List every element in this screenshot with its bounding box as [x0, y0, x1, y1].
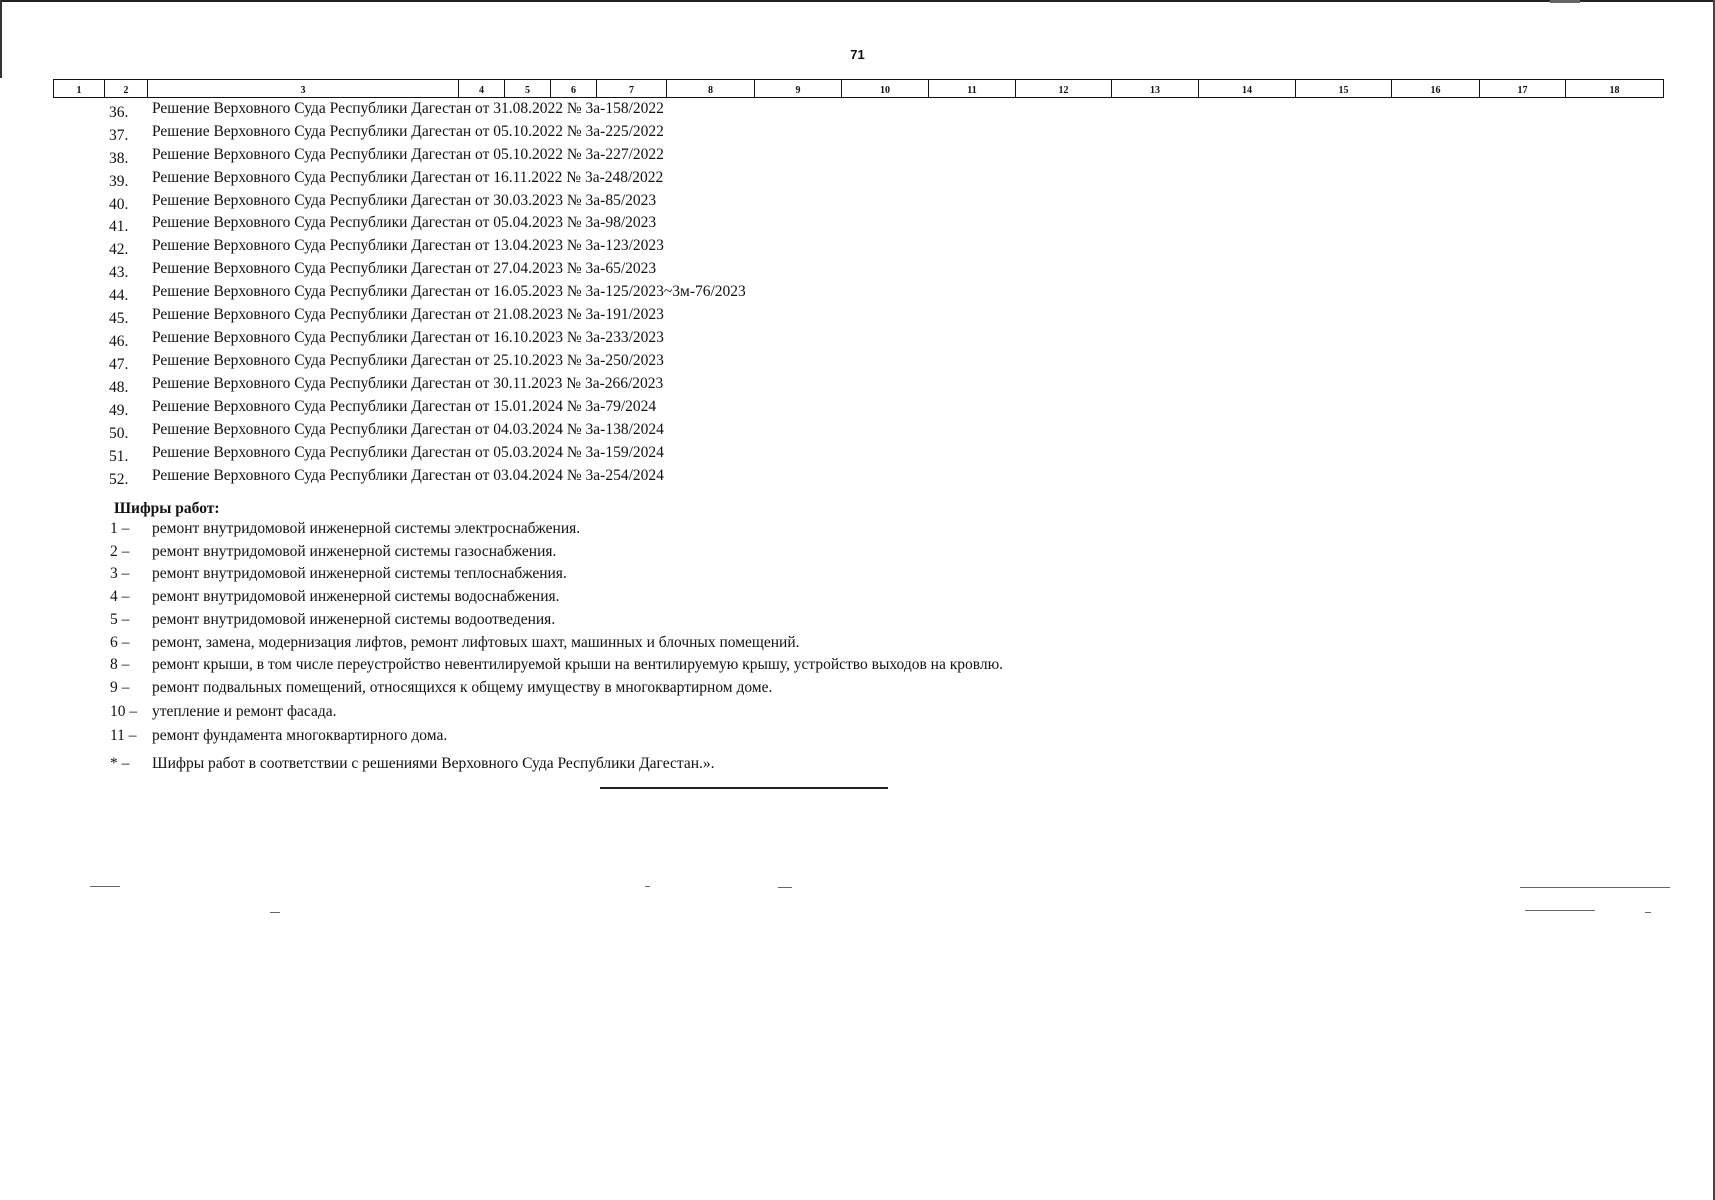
- scan-noise: [1550, 0, 1580, 3]
- header-col-4: 4: [459, 80, 505, 98]
- code-number: 8 –: [110, 656, 130, 673]
- decision-item: [0, 169, 900, 191]
- code-item: [0, 755, 1200, 777]
- decision-number: 48.: [109, 379, 129, 396]
- decision-item: [0, 123, 900, 145]
- scan-noise: [645, 886, 650, 887]
- header-col-5: 5: [505, 80, 551, 98]
- decision-text: Решение Верховного Суда Республики Дагестан от 05.03.2024 № 3а-159/2024: [152, 444, 664, 461]
- header-col-11: 11: [929, 80, 1016, 98]
- header-col-18: 18: [1566, 80, 1664, 98]
- header-col-14: 14: [1199, 80, 1296, 98]
- decision-number: 50.: [109, 425, 129, 442]
- decision-item: [0, 146, 900, 168]
- decision-text: Решение Верховного Суда Республики Дагестан от 13.04.2023 № 3а-123/2023: [152, 237, 664, 254]
- decision-text: Решение Верховного Суда Республики Дагестан от 16.11.2022 № 3а-248/2022: [152, 169, 664, 186]
- decision-text: Решение Верховного Суда Республики Дагестан от 21.08.2023 № 3а-191/2023: [152, 306, 664, 323]
- code-number: 2 –: [110, 543, 130, 560]
- header-col-2: 2: [105, 80, 148, 98]
- header-col-13: 13: [1112, 80, 1199, 98]
- decision-text: Решение Верховного Суда Республики Дагестан от 16.10.2023 № 3а-233/2023: [152, 329, 664, 346]
- decision-text: Решение Верховного Суда Республики Дагестан от 03.04.2024 № 3а-254/2024: [152, 467, 664, 484]
- decision-number: 46.: [109, 333, 129, 350]
- code-text: ремонт подвальных помещений, относящихся к общему имуществу в многоквартирном доме.: [152, 679, 773, 696]
- scan-noise: [90, 886, 120, 887]
- decision-item: [0, 467, 900, 489]
- code-item: [0, 611, 1200, 633]
- decision-text: Решение Верховного Суда Республики Дагестан от 05.10.2022 № 3а-227/2022: [152, 146, 664, 163]
- decision-item: [0, 214, 900, 236]
- decision-text: Решение Верховного Суда Республики Дагестан от 31.08.2022 № 3а-158/2022: [152, 100, 664, 117]
- code-item: [0, 703, 1200, 725]
- decision-item: [0, 237, 900, 259]
- decision-number: 36.: [109, 104, 129, 121]
- decision-number: 42.: [109, 241, 129, 258]
- code-number: 11 –: [110, 727, 137, 744]
- decision-item: [0, 421, 900, 443]
- header-col-12: 12: [1016, 80, 1112, 98]
- code-item: [0, 520, 1200, 542]
- code-item: [0, 679, 1200, 701]
- code-text: ремонт крыши, в том числе переустройство невентилируемой крыши на вентилируемую крышу, устройство выходов на кровлю.: [152, 656, 1004, 673]
- scan-noise: [1520, 887, 1670, 888]
- code-number: 4 –: [110, 588, 130, 605]
- header-row: [54, 80, 1664, 98]
- decision-text: Решение Верховного Суда Республики Дагестан от 15.01.2024 № 3а-79/2024: [152, 398, 657, 415]
- scan-border-left: [0, 0, 2, 78]
- decision-number: 41.: [109, 218, 129, 235]
- decision-number: 39.: [109, 173, 129, 190]
- decision-number: 52.: [109, 471, 129, 488]
- code-text: ремонт внутридомовой инженерной системы водоотведения.: [152, 611, 556, 628]
- decision-item: [0, 375, 900, 397]
- header-col-17: 17: [1480, 80, 1566, 98]
- code-item: [0, 727, 1200, 749]
- scan-border-top: [0, 0, 1715, 2]
- scan-noise: [1645, 912, 1651, 913]
- decision-number: 44.: [109, 287, 129, 304]
- decision-text: Решение Верховного Суда Республики Дагестан от 30.11.2023 № 3а-266/2023: [152, 375, 664, 392]
- code-text: ремонт фундамента многоквартирного дома.: [152, 727, 448, 744]
- code-text: ремонт внутридомовой инженерной системы газоснабжения.: [152, 543, 557, 560]
- decision-number: 43.: [109, 264, 129, 281]
- decision-text: Решение Верховного Суда Республики Дагестан от 16.05.2023 № 3а-125/2023~3м-76/2023: [152, 283, 746, 300]
- code-item: [0, 588, 1200, 610]
- decision-item: [0, 283, 900, 305]
- decision-text: Решение Верховного Суда Республики Дагестан от 04.03.2024 № 3а-138/2024: [152, 421, 664, 438]
- code-number: 1 –: [110, 520, 130, 537]
- code-text: утепление и ремонт фасада.: [152, 703, 337, 720]
- closing-underline: [600, 787, 888, 789]
- decision-number: 51.: [109, 448, 129, 465]
- code-number: 9 –: [110, 679, 130, 696]
- decision-item: [0, 100, 900, 122]
- header-col-16: 16: [1392, 80, 1480, 98]
- decision-number: 38.: [109, 150, 129, 167]
- scan-noise: [778, 887, 792, 888]
- code-item: [0, 634, 1200, 656]
- decision-item: [0, 444, 900, 466]
- code-text: ремонт внутридомовой инженерной системы электроснабжения.: [152, 520, 581, 537]
- header-col-3: 3: [148, 80, 459, 98]
- header-col-7: 7: [597, 80, 667, 98]
- column-number-header: [53, 79, 1664, 98]
- decision-item: [0, 260, 900, 282]
- header-col-10: 10: [842, 80, 929, 98]
- decision-text: Решение Верховного Суда Республики Дагестан от 30.03.2023 № 3а-85/2023: [152, 192, 657, 209]
- code-item: [0, 565, 1200, 587]
- decision-number: 47.: [109, 356, 129, 373]
- decision-item: [0, 352, 900, 374]
- code-text: ремонт внутридомовой инженерной системы водоснабжения.: [152, 588, 560, 605]
- header-col-8: 8: [667, 80, 755, 98]
- decision-number: 45.: [109, 310, 129, 327]
- code-number: 6 –: [110, 634, 130, 651]
- decision-item: [0, 398, 900, 420]
- code-number: 5 –: [110, 611, 130, 628]
- code-item: [0, 656, 1200, 678]
- code-item: [0, 543, 1200, 565]
- header-col-15: 15: [1296, 80, 1392, 98]
- code-text: Шифры работ в соответствии с решениями Верховного Суда Республики Дагестан.».: [152, 755, 715, 772]
- decision-text: Решение Верховного Суда Республики Дагестан от 05.10.2022 № 3а-225/2022: [152, 123, 664, 140]
- header-col-1: 1: [54, 80, 105, 98]
- decision-text: Решение Верховного Суда Республики Дагестан от 27.04.2023 № 3а-65/2023: [152, 260, 657, 277]
- page-number: 71: [850, 47, 865, 62]
- decision-text: Решение Верховного Суда Республики Дагестан от 25.10.2023 № 3а-250/2023: [152, 352, 664, 369]
- scan-noise: [270, 912, 280, 913]
- code-number: 3 –: [110, 565, 130, 582]
- header-col-9: 9: [755, 80, 842, 98]
- code-number: * –: [110, 755, 130, 772]
- code-text: ремонт внутридомовой инженерной системы теплоснабжения.: [152, 565, 567, 582]
- decision-item: [0, 329, 900, 351]
- decision-item: [0, 192, 900, 214]
- decision-text: Решение Верховного Суда Республики Дагестан от 05.04.2023 № 3а-98/2023: [152, 214, 657, 231]
- codes-title: Шифры работ:: [114, 500, 220, 517]
- header-col-6: 6: [551, 80, 597, 98]
- scan-noise: [1525, 910, 1595, 911]
- decision-number: 40.: [109, 196, 129, 213]
- decision-item: [0, 306, 900, 328]
- decision-number: 37.: [109, 127, 129, 144]
- code-number: 10 –: [110, 703, 138, 720]
- decision-number: 49.: [109, 402, 129, 419]
- code-text: ремонт, замена, модернизация лифтов, ремонт лифтовых шахт, машинных и блочных помещений.: [152, 634, 800, 651]
